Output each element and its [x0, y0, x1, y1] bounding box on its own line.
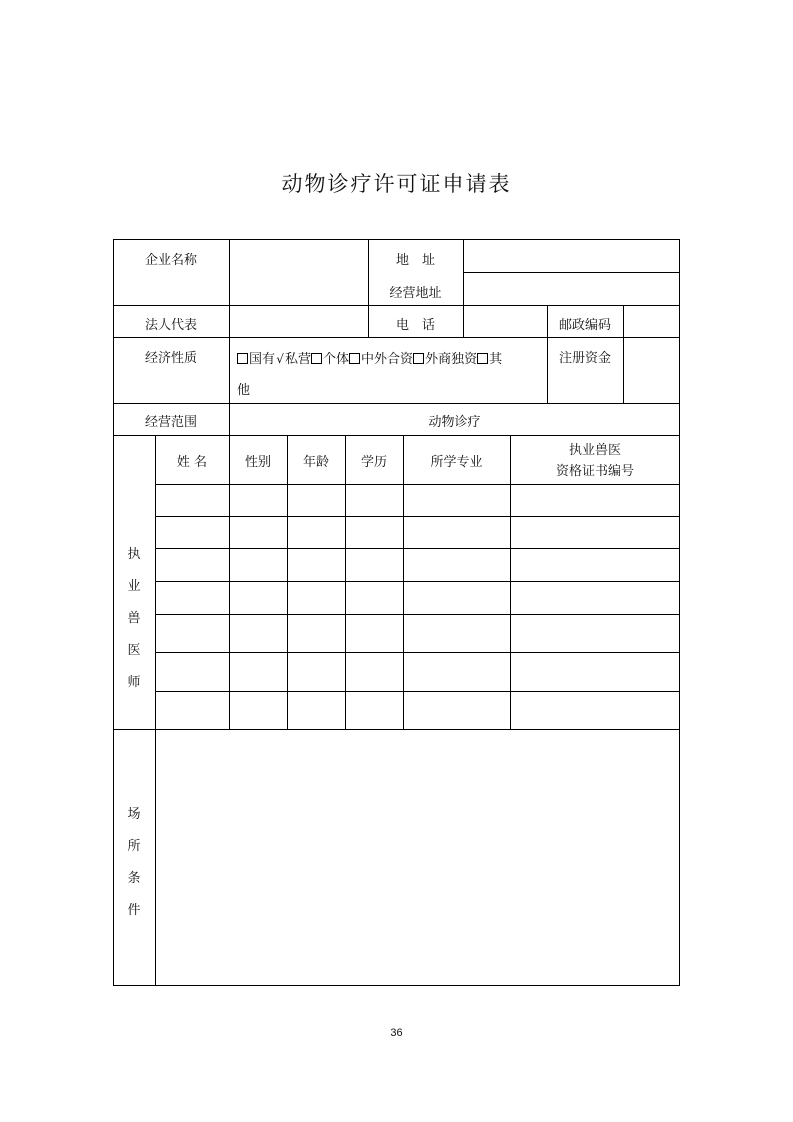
- economic-option[interactable]: [477, 352, 502, 367]
- checkbox-icon[interactable]: [477, 353, 488, 364]
- checkbox-icon[interactable]: [237, 353, 248, 364]
- economic-option-label: 外商独资: [425, 352, 478, 367]
- postal-code-field[interactable]: [624, 306, 679, 337]
- premises-label-char: 件: [127, 903, 141, 918]
- postal-code-label: 邮政编码: [558, 318, 611, 333]
- premises-label-char: 条: [127, 871, 141, 886]
- checkbox-icon[interactable]: [311, 353, 322, 364]
- company-name-field[interactable]: [230, 239, 368, 305]
- economic-other-tail: 他: [237, 383, 251, 398]
- application-form: [113, 239, 680, 986]
- vet-label-char: 执业: [127, 547, 141, 594]
- vet-label-char: 师: [127, 675, 141, 690]
- premises-section-label: [124, 799, 144, 927]
- form-border-right: [679, 239, 680, 986]
- vet-row-divider: [155, 691, 680, 692]
- row-divider: [113, 403, 680, 404]
- address-label: 地 址: [395, 253, 435, 268]
- company-name-label: 企业名称: [144, 253, 197, 268]
- checkbox-icon[interactable]: [413, 353, 424, 364]
- phone-label: 电 话: [395, 318, 435, 333]
- vet-header-age: 年龄: [302, 455, 329, 470]
- economic-option-label: 中外合资: [361, 352, 414, 367]
- vet-header-gender: 性别: [244, 455, 271, 470]
- economic-options: [237, 351, 502, 368]
- economic-option[interactable]: [237, 352, 275, 367]
- economic-nature-label: 经济性质: [144, 351, 197, 366]
- form-border-bottom: [113, 985, 680, 986]
- vet-row-divider: [155, 614, 680, 615]
- economic-option-label: 其: [489, 352, 503, 367]
- economic-option[interactable]: [413, 352, 477, 367]
- economic-option-label: 个体: [323, 352, 350, 367]
- row-divider: [113, 337, 680, 338]
- row-divider: [113, 435, 680, 436]
- page-number: 36: [390, 1027, 403, 1039]
- checkbox-icon[interactable]: [349, 353, 360, 364]
- vet-header-cert-line1: 执业兽医: [568, 443, 621, 458]
- premises-field[interactable]: [156, 730, 679, 985]
- economic-option[interactable]: [275, 352, 311, 367]
- premises-label-char: 场: [127, 807, 141, 822]
- vet-header-major: 所学专业: [430, 455, 483, 470]
- vet-row-divider: [155, 581, 680, 582]
- economic-option-label: 私营: [285, 352, 312, 367]
- col-divider: [287, 435, 288, 730]
- vet-header-education: 学历: [360, 455, 387, 470]
- col-divider: [345, 435, 346, 730]
- row-divider: [113, 305, 680, 306]
- registered-capital-field[interactable]: [624, 338, 679, 403]
- premises-label-char: 所: [127, 839, 141, 854]
- vet-row-divider: [155, 652, 680, 653]
- vet-row-divider: [155, 516, 680, 517]
- col-divider: [403, 435, 404, 730]
- page-title: 动物诊疗许可证申请表: [281, 172, 512, 196]
- phone-field[interactable]: [464, 306, 547, 337]
- col-divider: [229, 435, 230, 730]
- vet-row-divider: [155, 484, 680, 485]
- economic-option[interactable]: [311, 352, 349, 367]
- vet-header-name: 姓 名: [176, 455, 208, 470]
- vet-section-label: [124, 539, 144, 699]
- business-scope-value: 动物诊疗: [428, 415, 481, 430]
- address-field[interactable]: [464, 239, 679, 272]
- registered-capital-label: 注册资金: [558, 351, 611, 366]
- legal-rep-label: 法人代表: [144, 318, 197, 333]
- vet-label-char: 兽医: [127, 611, 141, 658]
- vet-row-divider: [155, 548, 680, 549]
- business-address-label: 经营地址: [389, 286, 442, 301]
- business-address-field[interactable]: [464, 273, 679, 305]
- checkmark-icon[interactable]: √: [276, 352, 284, 366]
- vet-header-cert-line2: 资格证书编号: [555, 464, 634, 479]
- economic-option-label: 国有: [249, 352, 276, 367]
- legal-rep-field[interactable]: [230, 306, 368, 337]
- business-scope-label: 经营范围: [144, 415, 197, 430]
- economic-option[interactable]: [349, 352, 413, 367]
